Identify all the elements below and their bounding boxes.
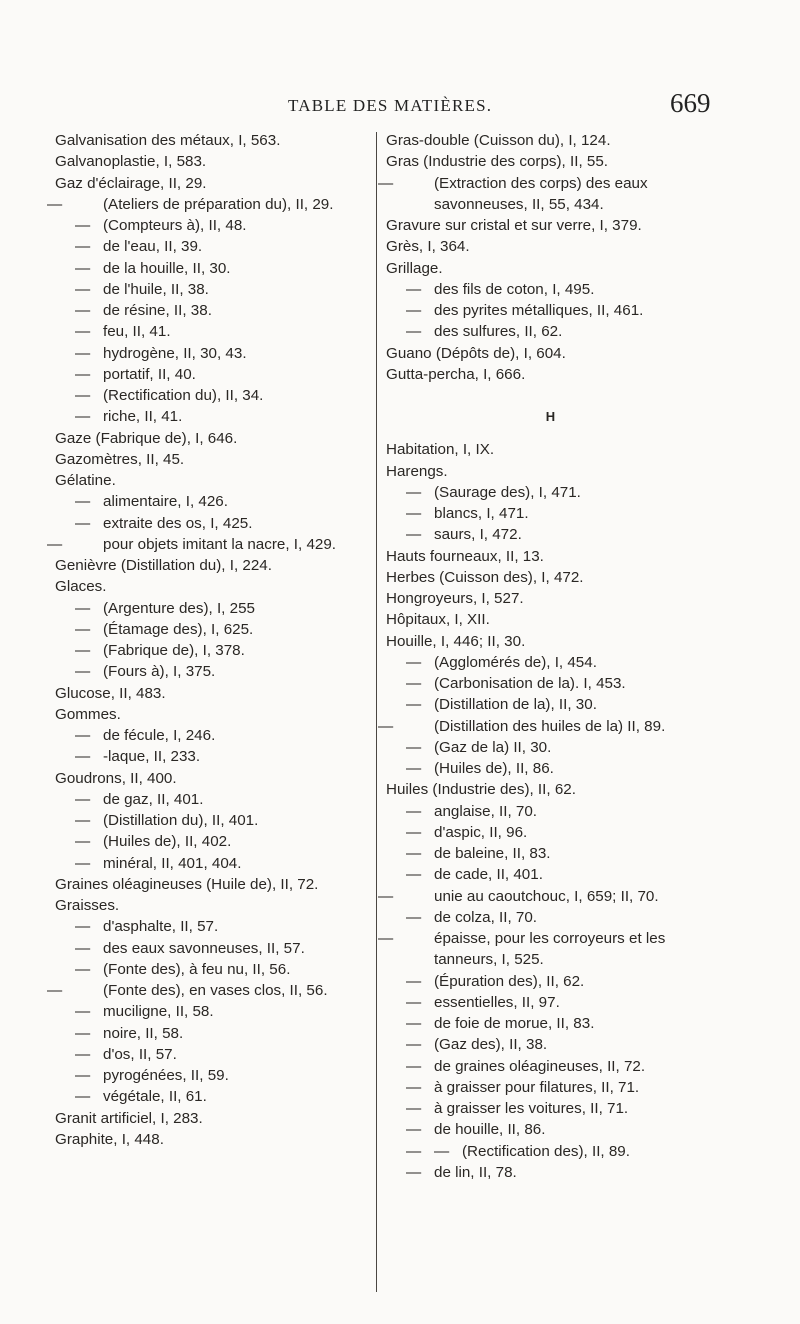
entry-dash: —	[75, 1067, 91, 1084]
entry-dash: —	[75, 238, 91, 256]
entry-text: Habitation, I, IX.	[386, 441, 495, 459]
index-entry	[55, 874, 370, 895]
index-entry	[378, 886, 716, 907]
entry-text: Grillage.	[386, 259, 443, 277]
index-entry	[386, 567, 716, 588]
entry-dash: —	[75, 514, 91, 532]
entry-dash: —	[406, 802, 422, 820]
entry-text: de l'huile, II, 38.	[103, 280, 209, 298]
entry-text: Hôpitaux, I, XII.	[386, 611, 490, 629]
entry-dash: —	[75, 259, 91, 277]
entry-dash: —	[75, 960, 91, 978]
index-entry	[55, 1044, 370, 1065]
index-entry	[386, 907, 716, 928]
index-entry	[55, 300, 370, 321]
entry-dash: —	[406, 760, 422, 777]
entry-text: (Agglomérés de), I, 454.	[434, 653, 597, 671]
index-entry	[47, 194, 370, 215]
entry-dash: —	[75, 1045, 91, 1063]
entry-text: -laque, II, 233.	[103, 748, 201, 766]
index-entry	[386, 546, 716, 567]
running-title: TABLE DES MATIÈRES.	[288, 96, 493, 115]
entry-dash: —	[378, 887, 394, 905]
entry-text: feu, II, 41.	[103, 323, 171, 341]
entry-text: de gaz, II, 401.	[103, 790, 204, 808]
index-entry	[386, 343, 716, 364]
entry-text: des eaux savonneuses, II, 57.	[103, 939, 305, 957]
entry-text: (Fours à), I, 375.	[103, 663, 216, 681]
entry-text: (Carbonisation de la). I, 453.	[434, 675, 626, 692]
entry-text: Gazomètres, II, 45.	[55, 450, 185, 468]
entry-dash: —	[75, 748, 91, 766]
entry-text: de fécule, I, 246.	[103, 727, 216, 744]
entry-text: Goudrons, II, 400.	[55, 769, 177, 787]
index-entry	[386, 321, 716, 342]
entry-text: (Huiles de), II, 402.	[103, 833, 232, 851]
index-entry	[55, 746, 370, 767]
entry-text: de foie de morue, II, 83.	[434, 1015, 595, 1032]
entry-dash: —	[406, 526, 422, 544]
entry-text: noire, II, 58.	[103, 1024, 184, 1042]
index-entry	[386, 1162, 716, 1183]
entry-text: de l'eau, II, 39.	[103, 238, 203, 256]
entry-text: des sulfures, II, 62.	[434, 323, 563, 341]
index-entry	[55, 428, 370, 449]
index-entry	[386, 992, 716, 1013]
entry-dash: —	[406, 1163, 422, 1181]
index-entry	[386, 439, 716, 460]
entry-text: saurs, I, 472.	[434, 526, 522, 544]
entry-dash: —	[406, 908, 422, 926]
entry-dash: —	[75, 599, 91, 617]
entry-text: à graisser les voitures, II, 71.	[434, 1100, 629, 1117]
entry-text: de lin, II, 78.	[434, 1163, 517, 1181]
entry-text: des fils de coton, I, 495.	[434, 280, 595, 298]
entry-dash: —	[406, 483, 422, 501]
entry-text: à graisser pour filatures, II, 71.	[434, 1078, 640, 1096]
index-entry	[55, 938, 370, 959]
index-entry	[55, 598, 370, 619]
entry-dash: —	[75, 812, 91, 829]
index-entry	[55, 640, 370, 661]
entry-text: Herbes (Cuisson des), I, 472.	[386, 568, 584, 586]
entry-text: (Distillation des huiles de la) II, 89.	[434, 717, 666, 735]
entry-dash: —	[75, 727, 91, 744]
entry-dash: —	[75, 408, 91, 426]
entry-dash: —	[75, 854, 91, 872]
entry-text: (Extraction des corps) des eaux savonneuses, II, 55, 434.	[434, 174, 648, 213]
index-entry	[55, 576, 370, 597]
entry-dash: —	[406, 738, 422, 756]
entry-text: (Épuration des), II, 62.	[434, 972, 585, 990]
entry-text: blancs, I, 471.	[434, 505, 529, 522]
entry-dash: —	[47, 982, 63, 999]
entry-text: Hongroyeurs, I, 527.	[386, 590, 524, 607]
entry-text: (Gaz des), II, 38.	[434, 1036, 548, 1054]
entry-text: de colza, II, 70.	[434, 908, 537, 926]
entry-dash: —	[75, 939, 91, 957]
index-entry	[55, 470, 370, 491]
entry-text: Galvanisation des métaux, I, 563.	[55, 132, 281, 149]
entry-text: Granit artificiel, I, 283.	[55, 1109, 203, 1127]
index-entry	[386, 524, 716, 545]
index-entry	[55, 173, 370, 194]
entry-text: hydrogène, II, 30, 43.	[103, 344, 247, 362]
index-entry	[55, 704, 370, 725]
index-entry	[55, 1023, 370, 1044]
entry-text: Hauts fourneaux, II, 13.	[386, 547, 544, 565]
entry-dash: —	[75, 642, 91, 659]
index-entry	[386, 864, 716, 885]
index-entry	[386, 609, 716, 630]
entry-dash: —	[75, 790, 91, 808]
entry-text: de baleine, II, 83.	[434, 845, 551, 862]
entry-text: Gutta-percha, I, 666.	[386, 365, 526, 383]
entry-text: Graphite, I, 448.	[55, 1130, 164, 1148]
entry-dash: —	[75, 1024, 91, 1042]
entry-dash: —	[75, 918, 91, 936]
index-entry	[55, 491, 370, 512]
index-entry	[55, 683, 370, 704]
index-entry	[386, 1056, 716, 1077]
index-entry	[386, 1141, 716, 1162]
entry-dash: —	[434, 1142, 450, 1160]
entry-text: muciligne, II, 58.	[103, 1003, 214, 1021]
entry-dash: —	[406, 1036, 422, 1054]
entry-dash: —	[406, 323, 422, 341]
entry-dash: —	[406, 675, 422, 692]
entry-dash: —	[406, 1015, 422, 1032]
entry-text: Genièvre (Distillation du), I, 224.	[55, 557, 272, 574]
entry-text: essentielles, II, 97.	[434, 993, 560, 1011]
index-entry	[55, 1086, 370, 1107]
entry-text: d'os, II, 57.	[103, 1045, 177, 1063]
index-entry	[47, 980, 370, 1001]
index-entry	[386, 1013, 716, 1034]
entry-text: portatif, II, 40.	[103, 365, 196, 383]
entry-dash: —	[378, 717, 394, 735]
entry-text: Graisses.	[55, 897, 120, 914]
entry-text: (Compteurs à), II, 48.	[103, 217, 247, 234]
entry-text: (Fonte des), à feu nu, II, 56.	[103, 960, 291, 978]
entry-text: de cade, II, 401.	[434, 866, 543, 884]
index-entry	[386, 631, 716, 652]
entry-text: Gaz d'éclairage, II, 29.	[55, 174, 207, 192]
index-entry	[55, 449, 370, 470]
index-entry	[386, 822, 716, 843]
entry-dash: —	[47, 195, 63, 213]
entry-text: (Étamage des), I, 625.	[103, 620, 254, 638]
index-entry	[55, 343, 370, 364]
entry-dash: —	[75, 323, 91, 341]
index-entry	[386, 151, 716, 172]
index-entry	[55, 279, 370, 300]
index-entry	[55, 661, 370, 682]
entry-dash: —	[406, 302, 422, 319]
entry-text: de graines oléagineuses, II, 72.	[434, 1057, 646, 1075]
entry-text: Gommes.	[55, 705, 121, 723]
index-entry	[386, 1098, 716, 1119]
entry-dash: —	[406, 823, 422, 841]
entry-text: d'aspic, II, 96.	[434, 823, 528, 841]
entry-text: Graines oléagineuses (Huile de), II, 72.	[55, 875, 319, 893]
index-entry	[386, 503, 716, 524]
entry-text: Gras-double (Cuisson du), I, 124.	[386, 132, 611, 149]
entry-text: (Ateliers de préparation du), II, 29.	[103, 195, 334, 213]
index-entry	[55, 959, 370, 980]
entry-text: d'asphalte, II, 57.	[103, 918, 219, 936]
index-entry	[55, 130, 370, 151]
index-entry	[55, 364, 370, 385]
entry-text: Gravure sur cristal et sur verre, I, 379.	[386, 217, 642, 234]
index-entry	[55, 1065, 370, 1086]
index-entry	[55, 1108, 370, 1129]
index-entry	[55, 1001, 370, 1022]
entry-text: Gras (Industrie des corps), II, 55.	[386, 153, 608, 171]
entry-text: (Fabrique de), I, 378.	[103, 642, 245, 659]
entry-text: (Saurage des), I, 471.	[434, 483, 581, 501]
entry-dash: —	[378, 930, 394, 947]
page-header	[0, 88, 800, 124]
index-entry	[386, 971, 716, 992]
entry-text: Harengs.	[386, 462, 448, 480]
index-entry	[386, 758, 716, 779]
entry-dash: —	[75, 833, 91, 851]
index-entry	[55, 513, 370, 534]
entry-text: Glucose, II, 483.	[55, 684, 166, 702]
column-divider	[376, 132, 377, 1292]
index-column-left	[47, 130, 370, 1150]
entry-text: (Huiles de), II, 86.	[434, 760, 554, 777]
index-column-right	[378, 130, 716, 1183]
index-entry	[386, 779, 716, 800]
entry-dash: —	[75, 663, 91, 681]
entry-dash: —	[406, 993, 422, 1011]
entry-dash: —	[378, 174, 394, 192]
entry-dash: —	[406, 505, 422, 522]
index-entry	[55, 385, 370, 406]
index-entry	[386, 236, 716, 257]
index-entry	[386, 673, 716, 694]
index-entry	[55, 258, 370, 279]
index-entry	[386, 461, 716, 482]
entry-dash: —	[406, 653, 422, 671]
index-entry	[386, 694, 716, 715]
index-entry	[386, 130, 716, 151]
entry-dash: —	[75, 344, 91, 362]
index-entry	[386, 1077, 716, 1098]
index-entry	[55, 236, 370, 257]
entry-text: des pyrites métalliques, II, 461.	[434, 302, 644, 319]
entry-dash: —	[406, 845, 422, 862]
index-entry	[378, 928, 716, 971]
page-number: 669	[670, 88, 711, 118]
entry-text: (Distillation du), II, 401.	[103, 812, 259, 829]
entry-text: Gélatine.	[55, 472, 116, 489]
entry-dash: —	[75, 280, 91, 298]
entry-text: extraite des os, I, 425.	[103, 514, 253, 532]
section-letter-h: H	[545, 409, 557, 424]
index-entry	[55, 321, 370, 342]
entry-text: unie au caoutchouc, I, 659; II, 70.	[434, 887, 659, 905]
index-entry	[55, 895, 370, 916]
index-entry	[47, 534, 370, 555]
entry-dash: —	[406, 1121, 422, 1139]
index-entry	[378, 716, 716, 737]
index-entry	[386, 652, 716, 673]
entry-text: Glaces.	[55, 578, 107, 596]
index-entry	[55, 151, 370, 172]
entry-text: de résine, II, 38.	[103, 302, 212, 319]
index-entry	[55, 725, 370, 746]
index-entry	[386, 279, 716, 300]
entry-dash: —	[75, 302, 91, 319]
entry-text: Houille, I, 446; II, 30.	[386, 632, 526, 650]
entry-text: pour objets imitant la nacre, I, 429.	[103, 535, 337, 553]
entry-text: Galvanoplastie, I, 583.	[55, 153, 207, 171]
index-entry	[386, 801, 716, 822]
index-entry	[386, 737, 716, 758]
index-entry	[378, 173, 716, 216]
index-entry	[55, 406, 370, 427]
entry-text: Gaze (Fabrique de), I, 646.	[55, 429, 238, 447]
entry-dash: —	[406, 696, 422, 714]
entry-dash: —	[406, 1100, 422, 1117]
entry-dash: —	[47, 535, 63, 553]
index-entry	[55, 810, 370, 831]
index-entry	[386, 364, 716, 385]
index-entry	[386, 588, 716, 609]
entry-dash: —	[406, 280, 422, 298]
index-entry	[386, 843, 716, 864]
index-entry	[55, 619, 370, 640]
entry-text: (Rectification des), II, 89.	[462, 1142, 630, 1160]
index-entry	[55, 555, 370, 576]
entry-text: (Argenture des), I, 255	[103, 599, 255, 617]
entry-dash: —	[75, 1003, 91, 1021]
entry-dash: —	[75, 365, 91, 383]
entry-text: (Gaz de la) II, 30.	[434, 738, 552, 756]
entry-text: (Distillation de la), II, 30.	[434, 696, 597, 714]
entry-text: pyrogénées, II, 59.	[103, 1067, 229, 1084]
index-entry	[386, 300, 716, 321]
index-entry	[55, 1129, 370, 1150]
index-entry	[386, 1119, 716, 1140]
entry-dash: —	[406, 1078, 422, 1096]
entry-dash: —	[75, 493, 91, 511]
entry-text: épaisse, pour les corroyeurs et les tanneurs, I, 525.	[434, 930, 666, 969]
entry-text: de la houille, II, 30.	[103, 259, 231, 277]
entry-dash: —	[406, 866, 422, 884]
entry-dash: —	[75, 620, 91, 638]
entry-text: Guano (Dépôts de), I, 604.	[386, 344, 566, 362]
index-entry	[386, 215, 716, 236]
index-entry	[386, 258, 716, 279]
entry-dash: —	[75, 217, 91, 234]
index-entry	[386, 482, 716, 503]
index-entry	[55, 831, 370, 852]
entry-dash: —	[406, 1142, 422, 1160]
entry-text: Grès, I, 364.	[386, 238, 470, 256]
index-entry	[55, 853, 370, 874]
entry-dash: —	[75, 387, 91, 404]
index-entry	[55, 215, 370, 236]
index-entry	[55, 789, 370, 810]
entry-dash: —	[406, 972, 422, 990]
entry-text: (Fonte des), en vases clos, II, 56.	[103, 982, 328, 999]
entry-text: de houille, II, 86.	[434, 1121, 546, 1139]
entry-text: alimentaire, I, 426.	[103, 493, 228, 511]
index-entry	[55, 916, 370, 937]
index-entry	[386, 1034, 716, 1055]
entry-text: riche, II, 41.	[103, 408, 183, 426]
entry-text: minéral, II, 401, 404.	[103, 854, 242, 872]
entry-dash: —	[406, 1057, 422, 1075]
entry-text: anglaise, II, 70.	[434, 802, 538, 820]
index-section-h	[378, 439, 716, 1183]
index-entry	[55, 768, 370, 789]
entry-dash: —	[75, 1088, 91, 1106]
entry-text: végétale, II, 61.	[103, 1088, 207, 1106]
entry-text: Huiles (Industrie des), II, 62.	[386, 781, 576, 799]
entry-text: (Rectification du), II, 34.	[103, 387, 264, 404]
index-section-g	[378, 130, 716, 385]
